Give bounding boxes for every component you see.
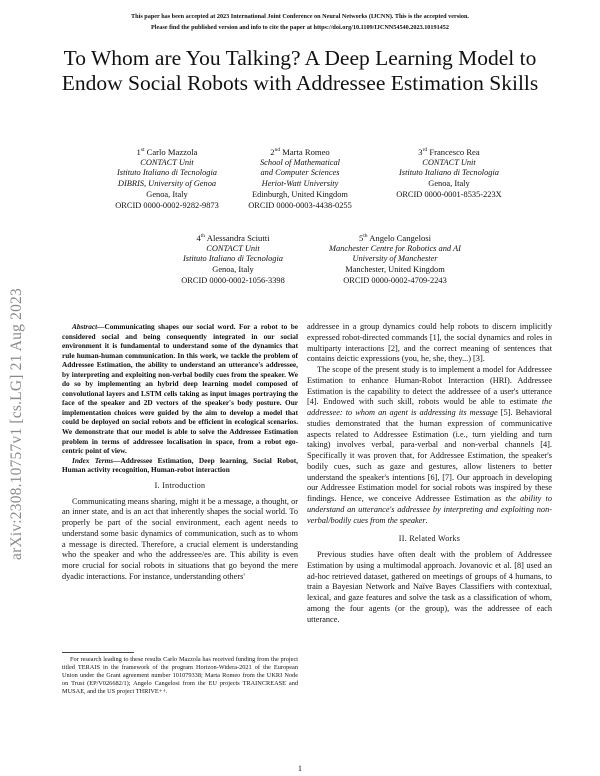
footnote-divider — [62, 652, 134, 653]
right-column — [307, 322, 552, 625]
body-paragraph: addressee in a group dynamics could help robots to discern implicitly expressed robot-directed commands [1], the social dynamics and roles in multiparty interactions [2], and the correct meaning of sentences that contains deictic expressions (you, he, she, they...) [3]. — [307, 322, 552, 364]
author-name: Angelo Cangelosi — [369, 232, 432, 243]
body-paragraph: The scope of the present study is to implement a model for Addressee Estimation to enhance Human-Robot Interaction (HRI). Addressee Estimation is the capability to detect the addressee of a user's utterance [4]. Endowed with such skill, robots would be able to estimate the addressee: to whom an agent is addressing its message [5]. Behavioral studies demonstrated that the human expression of communicative aspects related to Addressee Estimation (i.e., turn yielding and turn taking) involves verbal, para-verbal and non-verbal channels [4]. Specifically it was proven that, for Addressee Estimation, the speaker's bodily cues, such as gaze and gestures, allow listeners to better understand the speaker's intentions [6], [7]. Our approach in developing our Addressee Estimation model for social robots was inspired by these findings. Hence, we conceive Addressee Estimation as the ability to understand an utterance's addressee by interpreting and exploiting non-verbal/bodily cues from the speaker. — [307, 365, 552, 525]
section-heading-related-works: II. Related Works — [398, 534, 461, 544]
author-block: 1st Carlo Mazzola CONTACT Unit Istituto Italiano di Tecnologia DIBRIS, University of Genoa Genoa, Italy ORCID 0000-0002-9282-9873 — [115, 146, 219, 210]
author-name: Carlo Mazzola — [146, 146, 198, 157]
author-block: 4th Alessandra Sciutti CONTACT Unit Istituto Italiano di Tecnologia Genoa, Italy ORCID 0000-0002-1056-3398 — [181, 232, 285, 286]
funding-footnote: For research leading to these results Carlo Mazzola has received funding from the project titled TERAIS in the framework of the program Horizon-Widera-2021 of the European Union under the Grant agreement number 101079338; Marta Romeo from the UKRI Node on Trust (EP/V026682/1); Angelo Cangelosi from the EU projects TRAINCREASE and MUSAE, and the US project THRIVE++. — [62, 656, 298, 695]
author-block: 2nd Marta Romeo School of Mathematical and Computer Sciences Heriot-Watt University Edinburgh, United Kingdom ORCID 0000-0003-4438-0255 — [248, 146, 352, 210]
section-heading-introduction: I. Introduction — [154, 480, 206, 490]
paper-title: To Whom are You Talking? A Deep Learning Model to Endow Social Robots with Addressee Estimation Skills — [61, 46, 539, 95]
arxiv-stamp: arXiv:2308.10757v1 [cs.LG] 21 Aug 2023 — [8, 288, 25, 560]
related-paragraph: Previous studies have often dealt with the problem of Addressee Estimation by using a multimodal approach. Jovanovic et al. [8] used an ad-hoc retrieved dataset, gathered on meetings of groups of 4 humans, to train a Bayesian Network and Naïve Bayes Classifiers with contextual, lexical, and gaze features and solve the task as a classification of whom, among the four agents (or the group), was the addressee of each utterance. — [307, 550, 552, 624]
acceptance-notice: This paper has been accepted at 2023 International Joint Conference on Neural Networks (IJCNN). This is the accepted version. — [131, 13, 469, 20]
left-column — [62, 322, 298, 583]
page-number: 1 — [297, 764, 303, 773]
author-name: Alessandra Sciutti — [206, 232, 270, 243]
doi-notice: Please find the published version and info to cite the paper at https://doi.org/10.1109/IJCNN54540.2023.10191452 — [151, 24, 449, 31]
intro-paragraph: Communicating means sharing, might it be a message, a thought, or an inner state, and is an act that inherently shapes the social world. To properly be part of the social environment, each agent needs to understand some basic dynamics of communication, such as to whom a message is directed. Therefore, a crucial element is understanding who the speaker and who the addressee/es are. This ability is even more crucial for social robots in situations that go beyond the mere dyadic interactions. For instance, understanding others' — [62, 496, 298, 581]
author-name: Marta Romeo — [282, 146, 330, 157]
author-block: 3rd Francesco Rea CONTACT Unit Istituto Italiano di Tecnologia Genoa, Italy ORCID 0000-0001-8535-223X — [396, 146, 502, 200]
author-block: 5th Angelo Cangelosi Manchester Centre for Robotics and AI University of Manchester Manchester, United Kingdom ORCID 0000-0002-4709-2243 — [329, 232, 461, 286]
abstract: Abstract—Communicating shapes our social word. For a robot to be considered social and being consequently integrated in our social environment it is fundamental to understand some of the dynamics that rule human-human communication. In this work, we tackle the problem of Addressee Estimation, the ability to understand an utterance's addressee, by interpreting and exploiting non-verbal bodily cues from the speaker. We do so by implementing an hybrid deep learning model composed of convolutional layers and LSTM cells taking as input images portraying the face of the speaker and 2D vectors of the speaker's body posture. Our implementation choices were guided by the aim to develop a model that could be deployed on social robots and be efficient in ecological scenarios. We demonstrate that our model is able to solve the Addressee Estimation problem in terms of addressee localisation in space, from a robot ego-centric point of view. — [62, 322, 298, 456]
author-name: Francesco Rea — [429, 146, 480, 157]
index-terms: Index Terms—Addressee Estimation, Deep learning, Social Robot, Human activity recognition, Human-robot interaction — [62, 455, 298, 475]
